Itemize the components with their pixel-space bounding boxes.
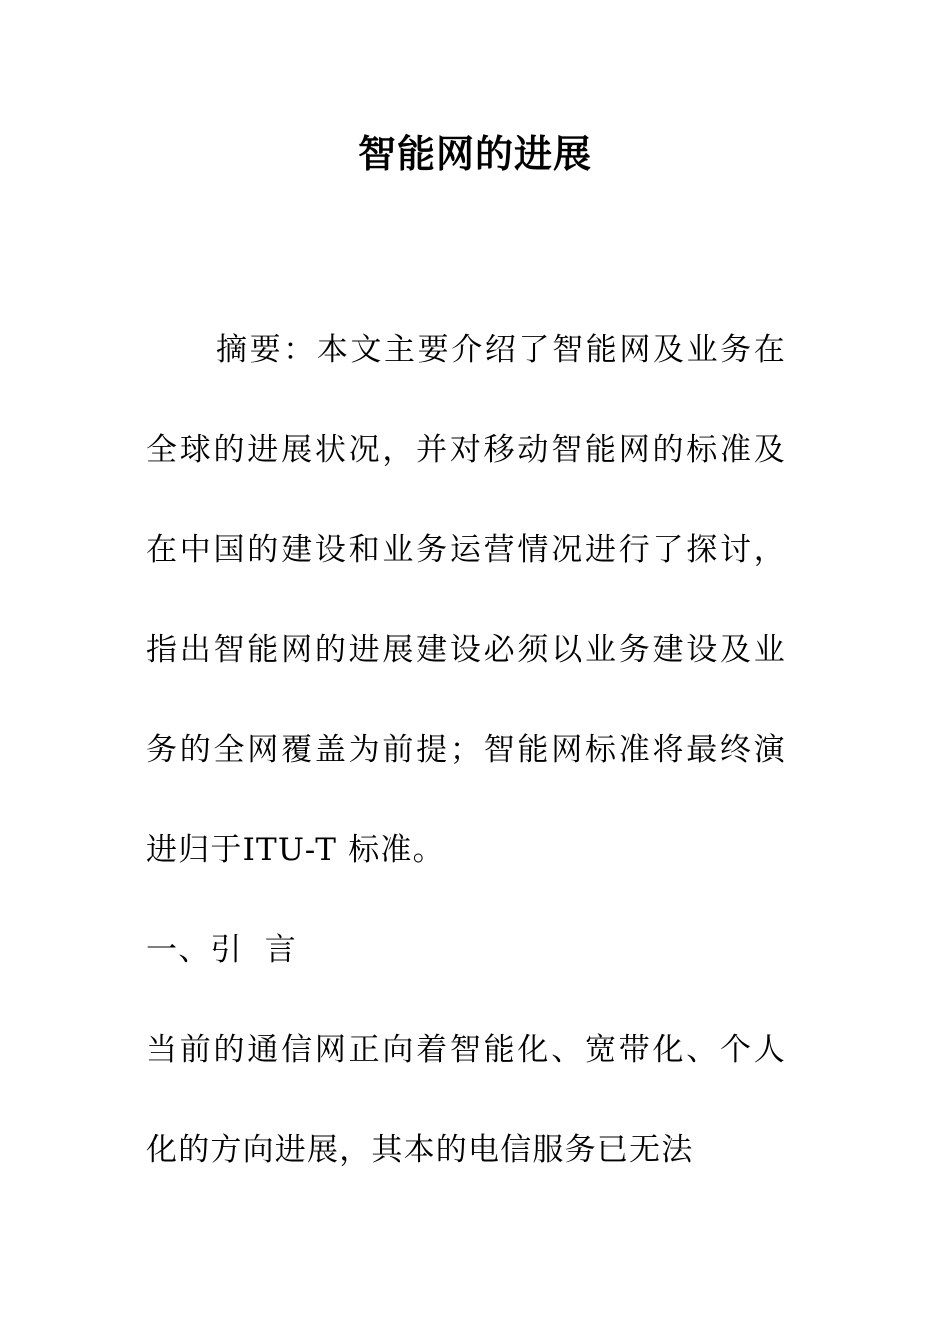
introduction-paragraph: 当前的通信网正向着智能化、宽带化、个人化的方向进展，其本的电信服务已无法 [146,1032,786,1168]
document-body [146,300,786,1200]
abstract-paragraph: 摘要：本文主要介绍了智能网及业务在全球的进展状况，并对移动智能网的标准及在中国的建设和业务运营情况进行了探讨，指出智能网的进展建设必须以业务建设及业务的全网覆盖为前提；智能网标准将最终演进归于ITU-T 标准。 [146,332,786,868]
document-title: 智能网的进展 [357,132,592,176]
section-heading-introduction: 一、引 言 [146,932,297,968]
